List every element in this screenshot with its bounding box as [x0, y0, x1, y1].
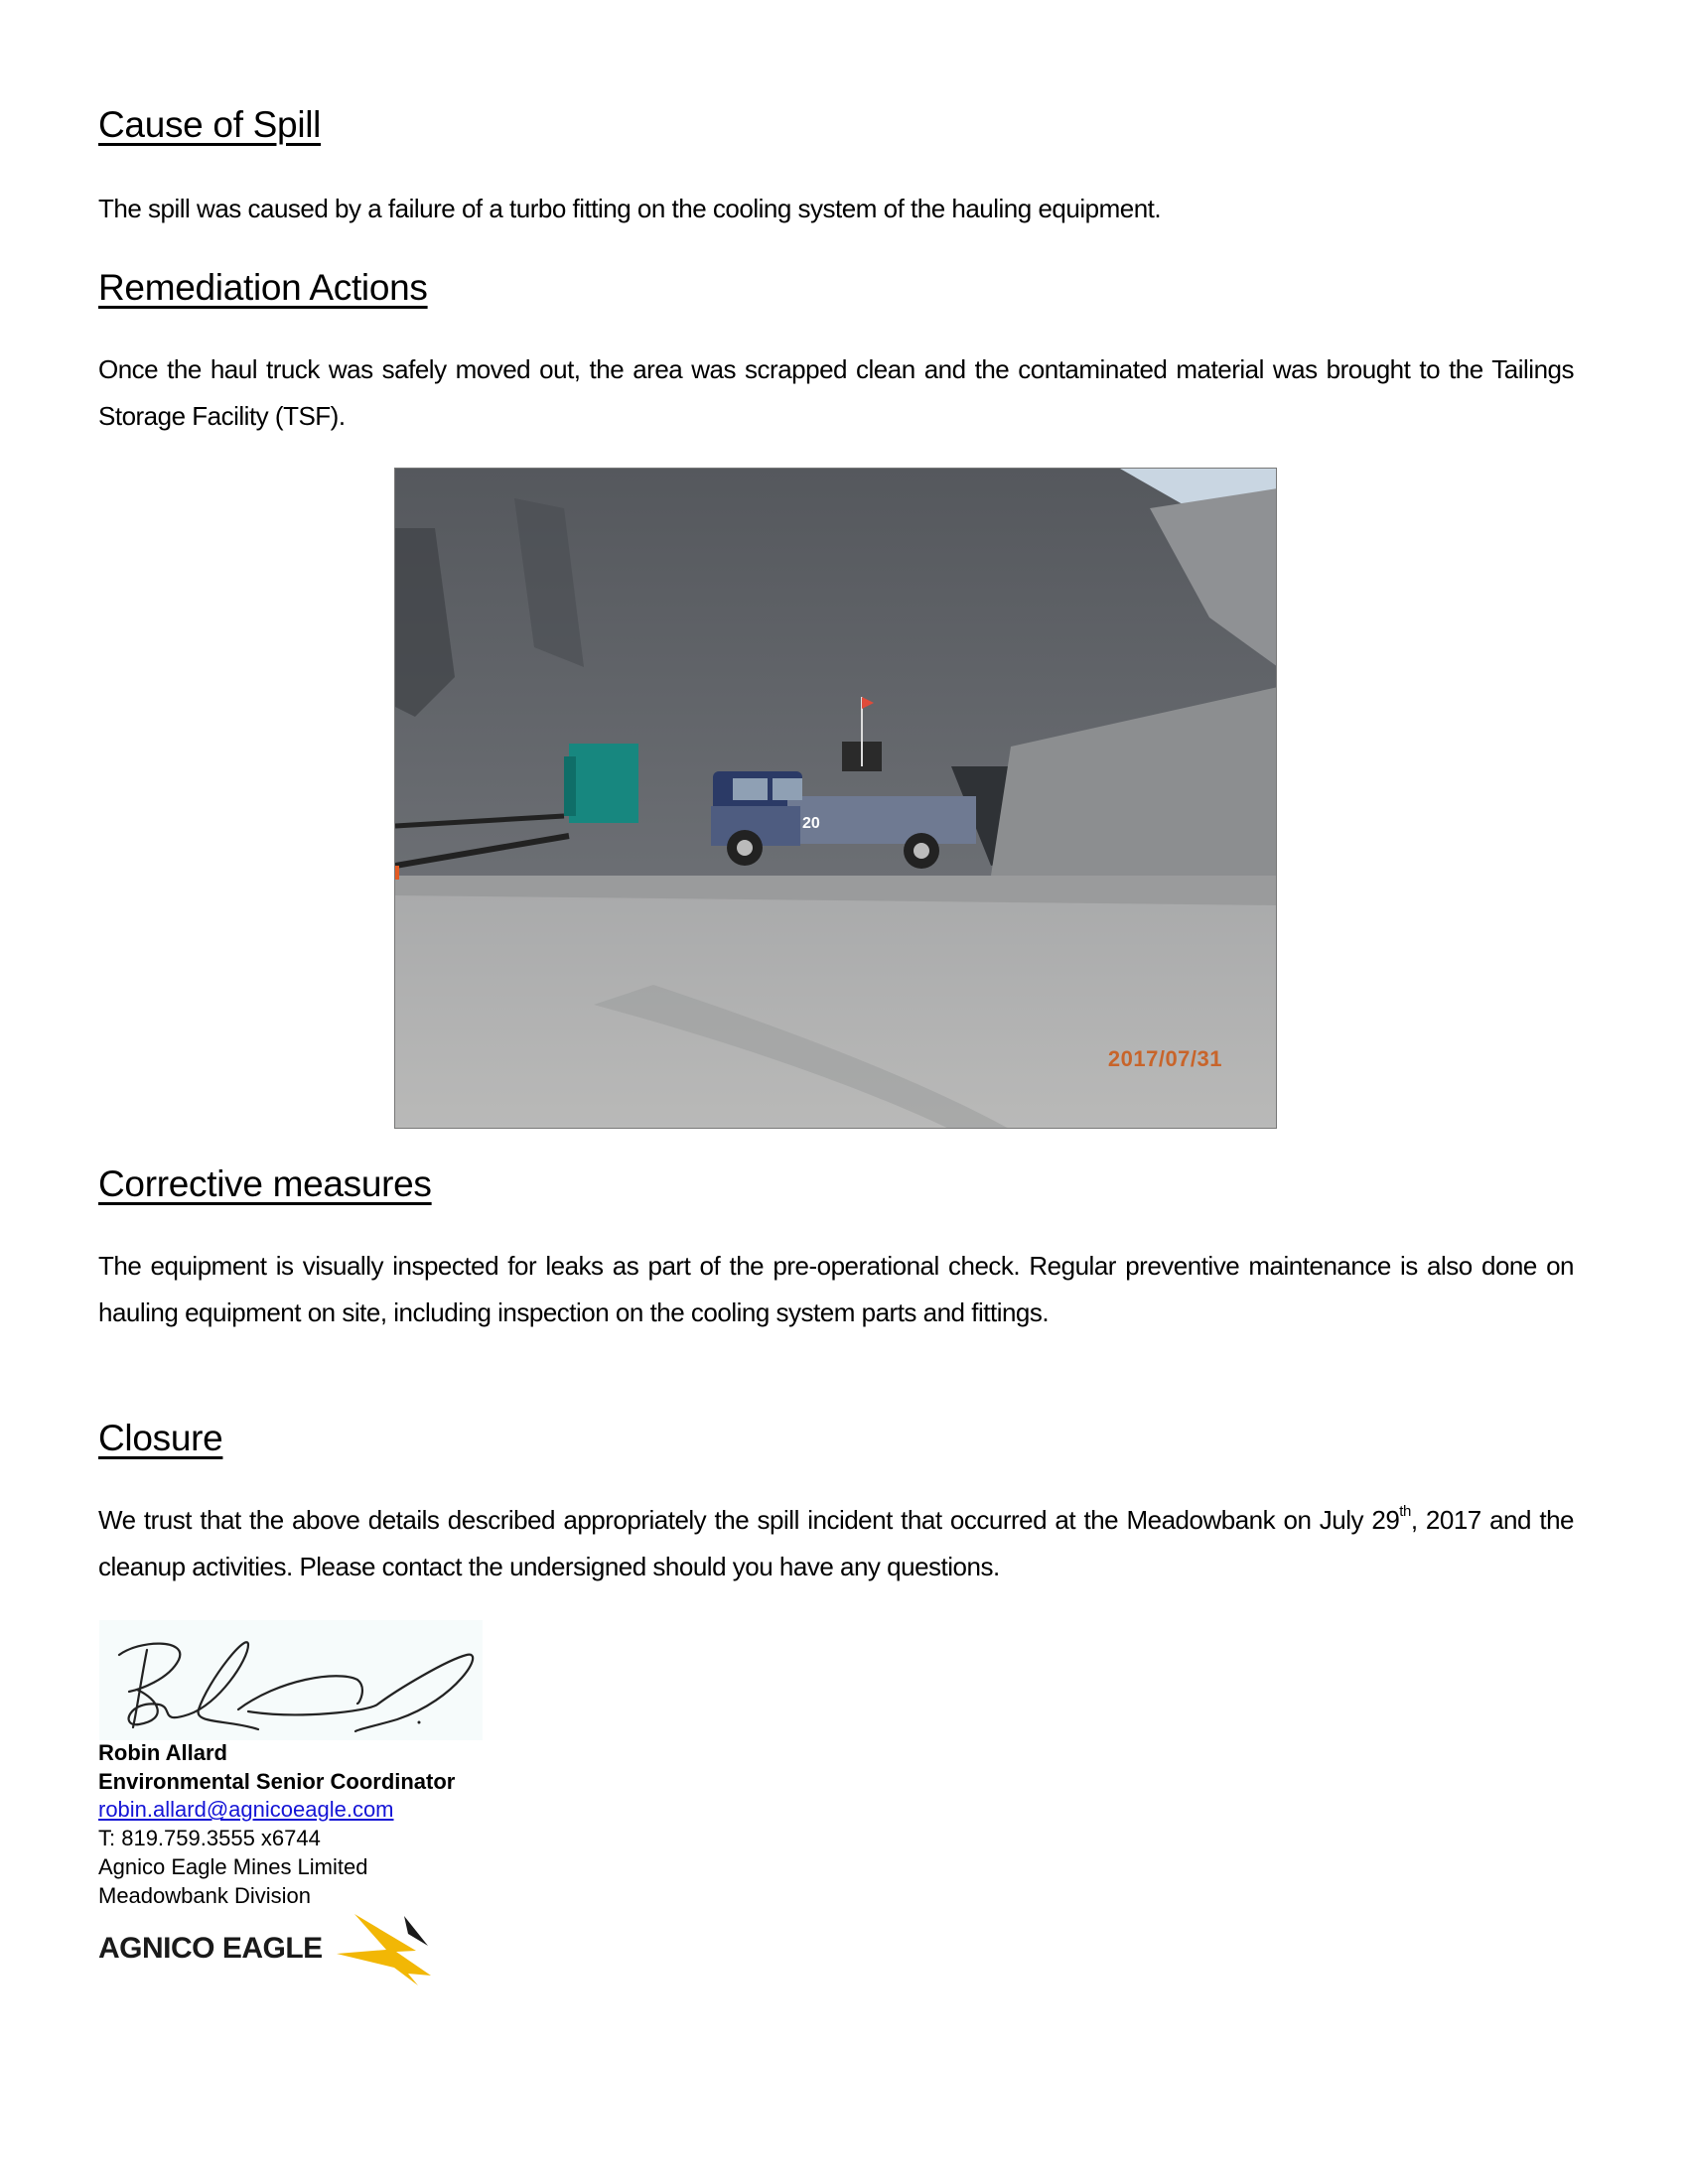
signature-icon	[99, 1620, 483, 1740]
heading-cause-of-spill: Cause of Spill	[98, 104, 322, 145]
signature-block	[98, 1739, 455, 1910]
signer-title: Environmental Senior Coordinator	[98, 1768, 456, 1794]
signer-email-link[interactable]: robin.allard@agnicoeagle.com	[98, 1797, 394, 1823]
site-photo	[394, 468, 1277, 1129]
logo-wordmark: AGNICO EAGLE	[98, 1932, 323, 1965]
closure-text-part2: , 2017 and the cleanup activities. Please contact the undersigned should you have any questions.	[98, 1505, 1574, 1581]
svg-text:20: 20	[802, 815, 820, 832]
agnico-eagle-logo	[98, 1906, 456, 1985]
signer-name: Robin Allard	[98, 1740, 227, 1765]
paragraph-remediation: Once the haul truck was safely moved out, the area was scrapped clean and the contaminated material was brought to the Tailings Storage Facility (TSF).	[98, 354, 1574, 431]
paragraph-corrective: The equipment is visually inspected for leaks as part of the pre-operational check. Regular preventive maintenance is also done on hauling equipment on site, including inspection on the cooling system parts and fittings.	[98, 1251, 1574, 1327]
company-name: Agnico Eagle Mines Limited	[98, 1853, 368, 1879]
division-name: Meadowbank Division	[98, 1882, 311, 1908]
heading-remediation-actions: Remediation Actions	[98, 267, 428, 308]
heading-closure: Closure	[98, 1418, 223, 1458]
signer-phone: T: 819.759.3555 x6744	[98, 1826, 321, 1851]
ordinal-suffix: th	[1399, 1503, 1411, 1520]
closure-text-part1: We trust that the above details described appropriately the spill incident that occurred at the Meadowbank on July 29	[98, 1505, 1400, 1535]
heading-corrective-measures: Corrective measures	[98, 1163, 432, 1204]
photo-date-stamp: 2017/07/31	[1107, 1046, 1222, 1071]
mine-site-photo-illustration	[395, 469, 1277, 1129]
eagle-icon	[337, 1906, 451, 1985]
paragraph-closure	[98, 1497, 1574, 1589]
handwritten-signature	[99, 1620, 483, 1740]
paragraph-cause: The spill was caused by a failure of a turbo fitting on the cooling system of the hauling equipment.	[98, 194, 1162, 223]
